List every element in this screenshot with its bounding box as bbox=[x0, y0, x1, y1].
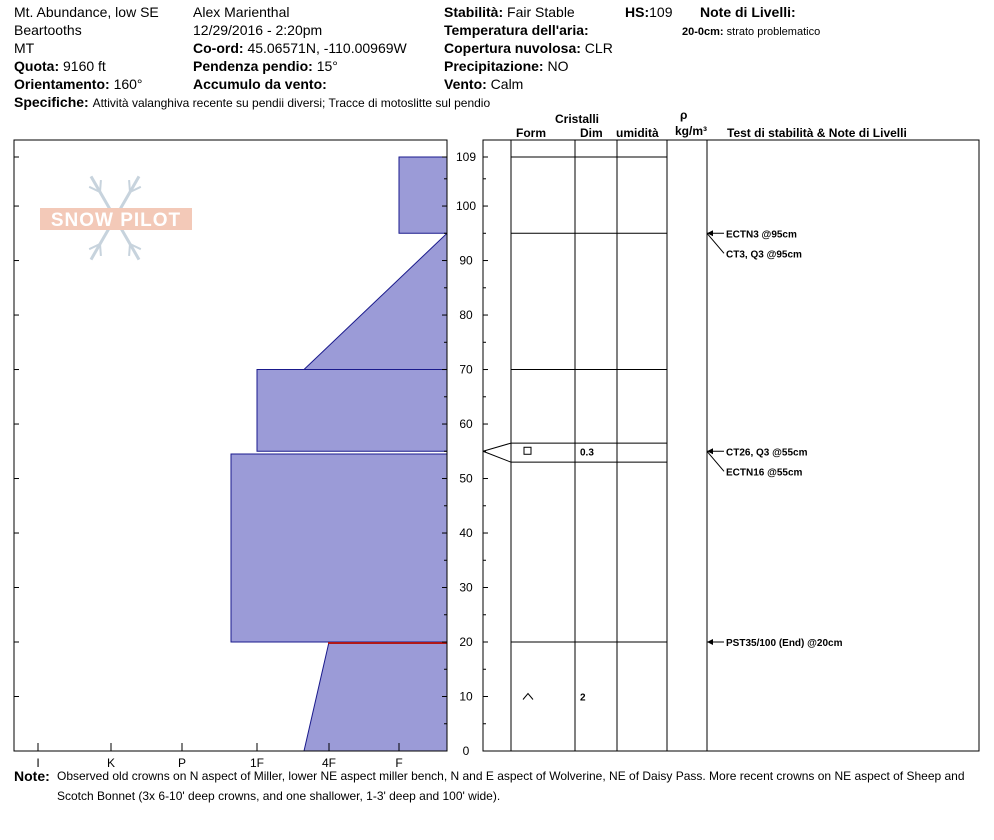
logo-text: SNOW PILOT bbox=[50, 210, 182, 231]
depth-tick-label: 109 bbox=[455, 150, 477, 164]
snowflake-branch bbox=[100, 244, 101, 256]
hardness-layer bbox=[399, 157, 447, 233]
stability-test-label: ECTN3 @95cm bbox=[726, 229, 797, 241]
hs-label: HS: bbox=[625, 4, 650, 20]
crystal-form-symbol bbox=[524, 447, 531, 454]
layer-note-depth: 20-0cm: bbox=[682, 26, 724, 38]
specifics-text: Attività valanghiva recente su pendii diversi; Tracce di motoslitte sul pendio bbox=[92, 96, 491, 110]
depth-tick-label: 0 bbox=[462, 744, 470, 758]
mountain-range: Beartooths bbox=[14, 22, 82, 38]
crystal-form-symbol bbox=[523, 694, 533, 700]
stability-test-label: CT26, Q3 @55cm bbox=[726, 447, 808, 459]
depth-tick-label: 70 bbox=[459, 362, 473, 377]
depth-tick-label: 30 bbox=[459, 580, 473, 595]
hardness-layer bbox=[257, 370, 447, 452]
hardness-tick-label: 4F bbox=[321, 756, 337, 770]
form-header: Form bbox=[516, 126, 546, 140]
hardness-tick-label: P bbox=[177, 756, 187, 770]
stability-value: Fair Stable bbox=[507, 4, 575, 20]
rho-header: ρ bbox=[680, 108, 688, 122]
sky-label: Copertura nuvolosa: bbox=[444, 40, 581, 56]
hardness-profile bbox=[231, 157, 447, 751]
snowflake-branch bbox=[129, 244, 130, 256]
dim-header: Dim bbox=[580, 126, 603, 140]
test-arrowhead bbox=[707, 448, 713, 454]
depth-tick-label: 60 bbox=[459, 417, 473, 432]
depth-tick-label: 20 bbox=[459, 635, 473, 650]
depth-tick-label: 80 bbox=[459, 308, 473, 323]
depth-tick-label: 100 bbox=[455, 199, 477, 214]
elevation-value: 9160 ft bbox=[63, 58, 106, 74]
bracket-line bbox=[483, 443, 511, 451]
hardness-layer bbox=[304, 233, 447, 369]
precip-label: Precipitazione: bbox=[444, 58, 544, 74]
test-arrowhead bbox=[707, 230, 713, 236]
tests-header: Test di stabilità & Note di Livelli bbox=[727, 126, 907, 140]
crystal-dim: 2 bbox=[580, 692, 586, 704]
depth-tick-label: 50 bbox=[459, 471, 473, 486]
stability-test-label: ECTN16 @55cm bbox=[726, 467, 803, 479]
elevation-label: Quota: bbox=[14, 58, 60, 74]
stability-label: Stabilità: bbox=[444, 4, 504, 20]
layer-notes-label: Note di Livelli: bbox=[700, 4, 796, 20]
wind-label: Vento: bbox=[444, 76, 487, 92]
hardness-tick-label: K bbox=[106, 756, 116, 770]
note-text: Observed old crowns on N aspect of Miller, lower NE aspect miller bench, N and E aspect of Wolverine, NE of Daisy Pass. More recent crowns on NE aspect of Sheep and Scotch Bonnet (3x 6-10' deep crowns, and one shallower, 1-3' deep and 100' wide). bbox=[57, 769, 965, 803]
aspect-value: 160° bbox=[113, 76, 143, 92]
precip-value: NO bbox=[547, 58, 569, 74]
bracket-line bbox=[483, 451, 511, 462]
test-pointer bbox=[707, 233, 724, 253]
hardness-layer bbox=[231, 454, 447, 642]
layer-note-text: strato problematico bbox=[726, 26, 821, 38]
specifics-label: Specifiche: bbox=[14, 94, 89, 110]
wind-value: Calm bbox=[490, 76, 524, 92]
hardness-layer bbox=[304, 642, 447, 751]
wind-loading-label: Accumulo da vento: bbox=[193, 76, 327, 92]
hs-value: 109 bbox=[649, 4, 673, 20]
coords-label: Co-ord: bbox=[193, 40, 244, 56]
hardness-tick-label: F bbox=[395, 756, 403, 770]
depth-tick-label: 90 bbox=[459, 253, 473, 268]
depth-tick-label: 40 bbox=[459, 526, 473, 541]
observer-name: Alex Marienthal bbox=[193, 4, 290, 20]
coords-value: 45.06571N, -110.00969W bbox=[247, 40, 407, 56]
slope-value: 15° bbox=[316, 58, 338, 74]
crystals-header: Cristalli bbox=[555, 112, 600, 126]
depth-tick-label: 10 bbox=[459, 689, 473, 704]
observation-datetime: 12/29/2016 - 2:20pm bbox=[193, 22, 323, 38]
stability-test-label: CT3, Q3 @95cm bbox=[726, 249, 802, 261]
location-name: Mt. Abundance, low SE bbox=[14, 4, 159, 20]
stability-test-label: PST35/100 (End) @20cm bbox=[726, 638, 843, 650]
snowpilot-logo bbox=[40, 176, 192, 259]
note-label: Note: bbox=[14, 768, 50, 784]
test-arrowhead bbox=[707, 639, 713, 645]
air-temp-label: Temperatura dell'aria: bbox=[444, 22, 589, 38]
aspect-label: Orientamento: bbox=[14, 76, 110, 92]
snowflake-branch bbox=[100, 180, 101, 192]
snowflake-branch bbox=[129, 180, 130, 192]
state: MT bbox=[14, 40, 35, 56]
layer-table bbox=[483, 157, 843, 704]
slope-label: Pendenza pendio: bbox=[193, 58, 313, 74]
chart-frames bbox=[14, 140, 979, 751]
hardness-tick-label: I bbox=[36, 756, 40, 770]
hardness-tick-label: 1F bbox=[249, 756, 265, 770]
test-pointer bbox=[707, 451, 724, 471]
sky-value: CLR bbox=[584, 40, 613, 56]
density-unit-header: kg/m³ bbox=[675, 124, 708, 138]
crystal-dim: 0.3 bbox=[580, 447, 594, 459]
moisture-header: umidità bbox=[616, 126, 659, 140]
